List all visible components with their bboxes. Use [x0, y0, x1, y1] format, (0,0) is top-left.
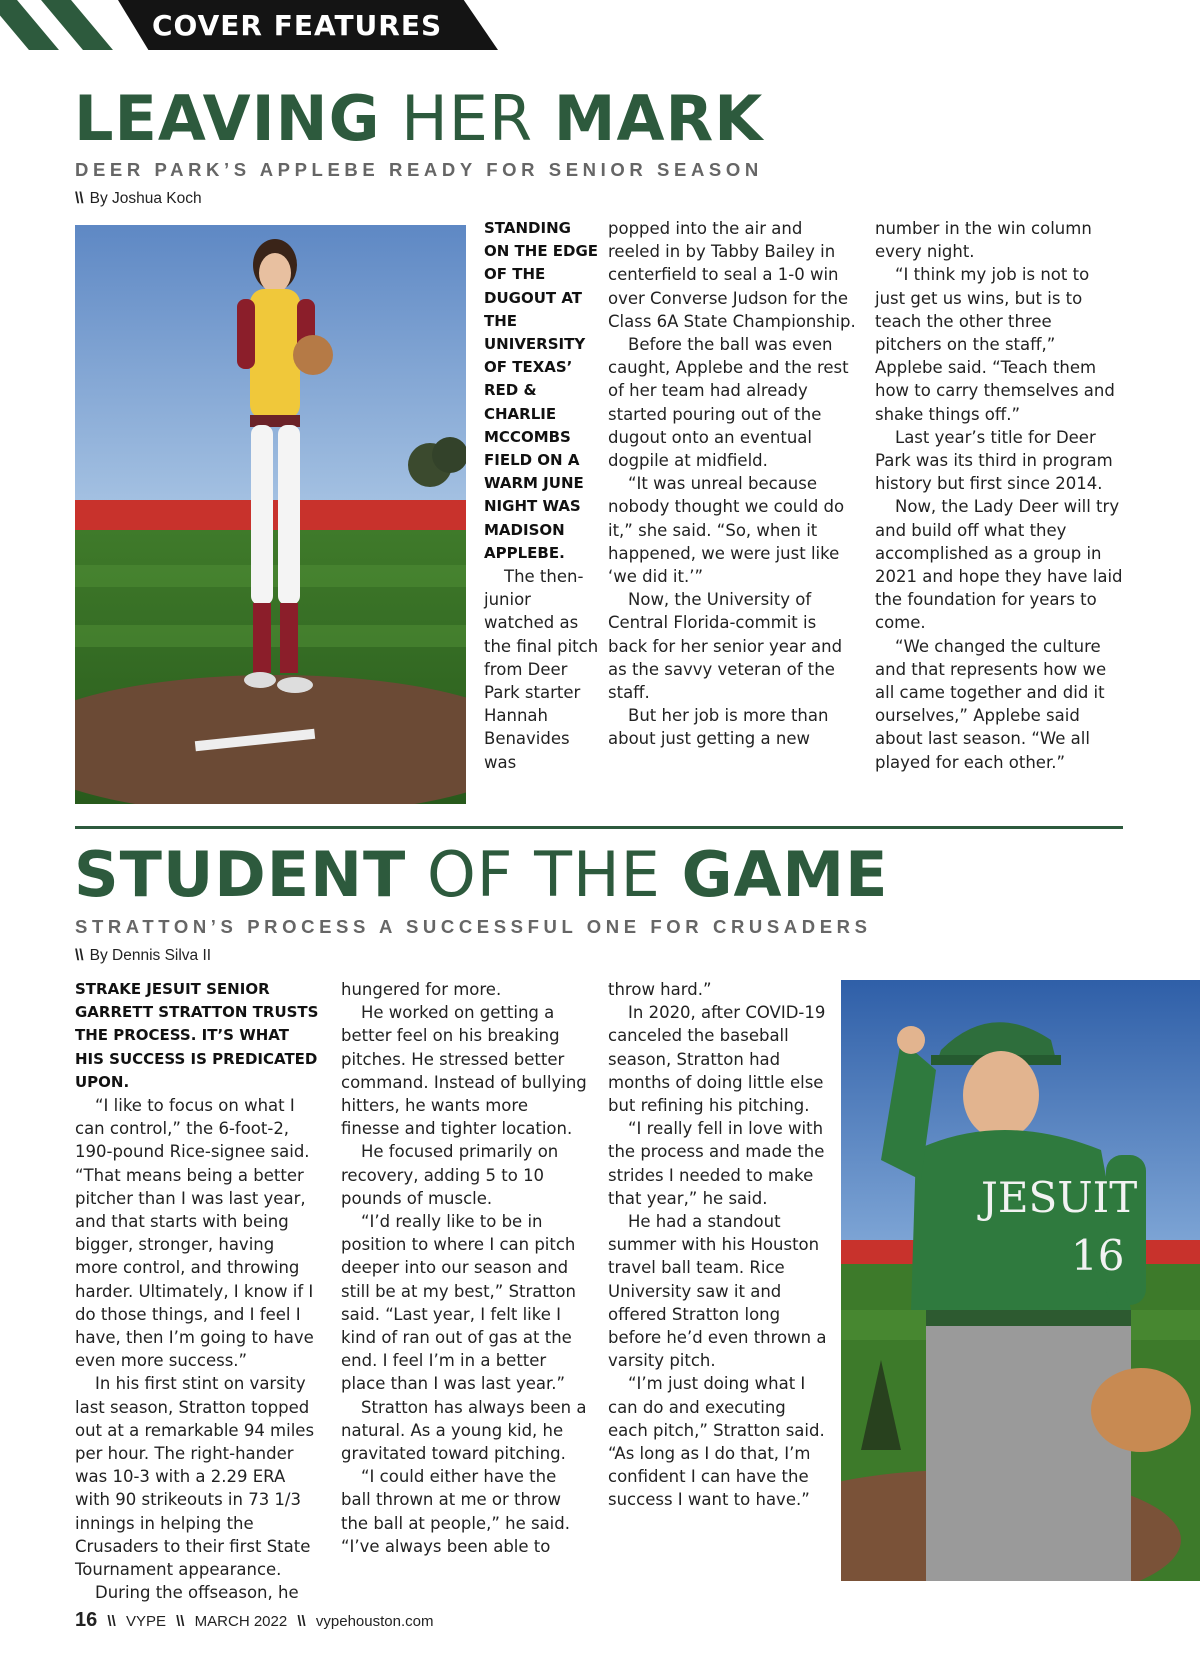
paragraph: He focused primarily on recovery, adding 5 to 10 pounds of muscle. — [341, 1142, 559, 1208]
softball-pitcher-photo — [75, 225, 466, 804]
byline-mark: \\ — [75, 190, 84, 207]
paragraph: “I could either have the ball thrown at me or throw the ball at people,” he said. “I’ve always been able to — [341, 1467, 570, 1556]
paragraph: Now, the University of Central Florida-commit is back for her senior year and as the savvy veteran of the staff. — [608, 590, 843, 703]
section-tab-label: COVER FEATURES — [152, 9, 443, 42]
paragraph: During the offseason, he — [95, 1583, 299, 1603]
paragraph: “I like to focus on what I can control,” the 6-foot-2, 190-pound Rice-signee said. “That means being a better pitcher than I was last year, and that starts with being bigger, stronger, having more control, and throwing harder. Ultimately, I know if I do those things, and I feel I have, then I’m going to have even more success.” — [75, 1096, 314, 1371]
byline-mark: \\ — [75, 947, 84, 964]
baseball-pitcher-photo — [841, 980, 1200, 1581]
paragraph: But her job is more than about just getting a new — [608, 706, 829, 749]
headline-part: STUDENT — [74, 838, 407, 911]
byline-text: By Joshua Koch — [89, 190, 202, 207]
paragraph: “I really fell in love with the process and made the strides I needed to make that year,” he said. — [608, 1119, 825, 1208]
jersey-number: 16 — [1071, 1231, 1125, 1280]
footer-separator: \\ — [176, 1613, 185, 1630]
jersey-text: JESUIT — [981, 1173, 1138, 1222]
headline-part: LEAVING — [74, 82, 381, 155]
page-footer — [75, 1609, 433, 1632]
paragraph: The then-junior watched as the final pitch from Deer Park starter Hannah Benavides was — [484, 567, 599, 772]
paragraph: popped into the air and reeled in by Tabby Bailey in centerfield to seal a 1-0 win over Converse Judson for the Class 6A State Championship. — [608, 219, 856, 331]
paragraph: number in the win column every night. — [875, 219, 1092, 262]
paragraph: In his first stint on varsity last season, Stratton topped out at a remarkable 94 miles per hour. The right-hander was 10-3 with a 2.29 ERA with 90 strikeouts in 73 1/3 innings in helping the Crusaders to their first State Tournament appearance. — [75, 1374, 315, 1580]
article1-column-3 — [875, 217, 1123, 774]
paragraph: “It was unreal because nobody thought we could do it,” she said. “So, when it happened, we were just like ‘we did it.’” — [608, 474, 845, 587]
article1-subhead: DEER PARK’S APPLEBE READY FOR SENIOR SEASON — [75, 159, 763, 180]
paragraph: He worked on getting a better feel on his breaking pitches. He stressed better command. Instead of bullying hitters, he wants more finesse and tighter location. — [341, 1003, 587, 1139]
article1-byline — [75, 189, 202, 209]
paragraph: throw hard.” — [608, 980, 712, 999]
headline-part: HER — [380, 82, 554, 155]
article2-byline — [75, 946, 211, 966]
byline-text: By Dennis Silva II — [89, 947, 212, 964]
paragraph: In 2020, after COVID-19 canceled the baseball season, Stratton had months of doing little else but refining his pitching. — [608, 1003, 826, 1116]
paragraph: Before the ball was even caught, Applebe and the rest of her team had already started pouring out of the dugout onto an eventual dogpile at midfield. — [608, 335, 849, 471]
article2-column-2 — [341, 978, 587, 1558]
paragraph: “I think my job is not to just get us wins, but is to teach the other three pitchers on the staff,” Applebe said. “Teach them how to carry themselves and shake things off.” — [875, 265, 1115, 424]
article2-column-1 — [75, 978, 320, 1604]
article2-subhead: STRATTON’S PROCESS A SUCCESSFUL ONE FOR CRUSADERS — [75, 916, 872, 937]
issue-date: MARCH 2022 — [194, 1613, 288, 1630]
paragraph: Now, the Lady Deer will try and build off what they accomplished as a group in 2021 and hope they have laid the foundation for years to come. — [875, 497, 1123, 633]
article2-column-3 — [608, 978, 828, 1512]
article2-headline — [74, 840, 889, 910]
lead-paragraph: STRAKE JESUIT SENIOR GARRETT STRATTON TRUSTS THE PROCESS. IT’S WHAT HIS SUCCESS IS PREDICATED UPON. — [75, 980, 319, 1091]
paragraph: He had a standout summer with his Houston travel ball team. Rice University saw it and offered Stratton long before he’d even thrown a varsity pitch. — [608, 1212, 827, 1371]
article1-column-1 — [484, 217, 599, 774]
paragraph: hungered for more. — [341, 980, 502, 999]
headline-part: GAME — [681, 838, 889, 911]
section-divider — [75, 826, 1123, 829]
paragraph: “We changed the culture and that represents how we all came together and did it ourselves,” Applebe said about last season. “We all played for each other.” — [875, 636, 1107, 772]
paragraph: Stratton has always been a natural. As a young kid, he gravitated toward pitching. — [341, 1397, 587, 1464]
article1-headline — [74, 84, 763, 154]
headline-part: MARK — [553, 82, 764, 155]
footer-separator: \\ — [107, 1613, 116, 1630]
paragraph: “I’m just doing what I can do and executing each pitch,” Stratton said. “As long as I do that, I’m confident I can have the success I want to have.” — [608, 1374, 825, 1510]
paragraph: “I’d really like to be in position to where I can pitch deeper into our season and still be at my best,” Stratton said. “Last year, I felt like I kind of ran out of gas at the end. I feel I’m in a better place than I was last year.” — [341, 1212, 576, 1394]
page-number: 16 — [75, 1609, 98, 1631]
footer-separator: \\ — [297, 1613, 306, 1630]
headline-part: OF THE — [406, 838, 682, 911]
website-link[interactable]: vypehouston.com — [315, 1613, 434, 1630]
paragraph: Last year’s title for Deer Park was its third in program history but first since 2014. — [875, 427, 1113, 494]
magazine-name: VYPE — [125, 1613, 166, 1630]
lead-paragraph: STANDING ON THE EDGE OF THE DUGOUT AT THE UNIVERSITY OF TEXAS’ RED & CHARLIE MCCOMBS FIELD ON A WARM JUNE NIGHT WAS MADISON APPLEBE. — [484, 219, 599, 562]
article1-column-2 — [608, 217, 856, 751]
